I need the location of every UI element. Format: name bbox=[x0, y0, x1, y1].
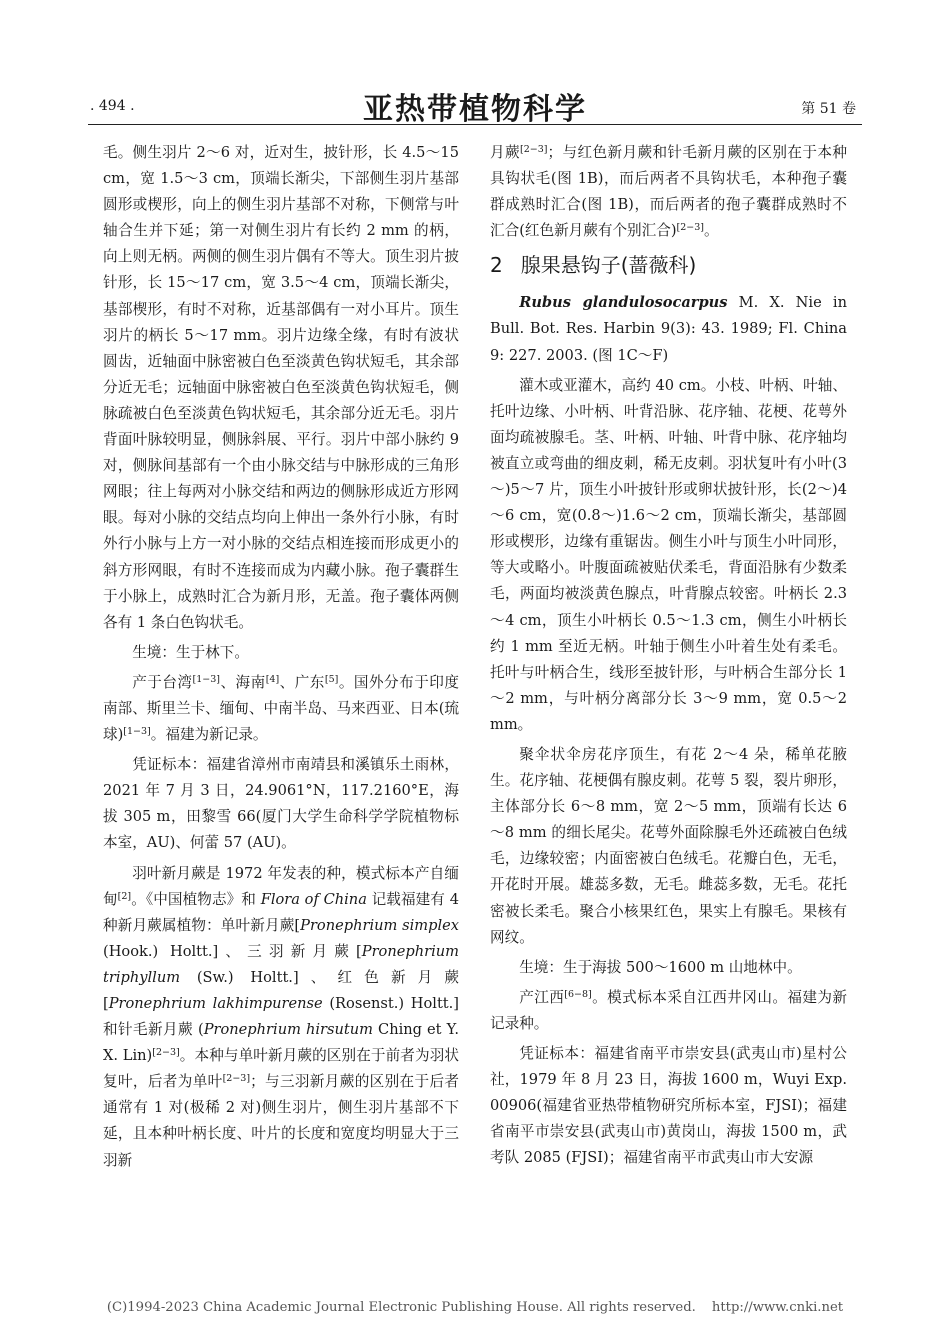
description-paragraph: 毛。侧生羽片 2～6 对，近对生，披针形，长 4.5～15 cm，宽 1.5～3 cm，顶端长渐尖，下部侧生羽片基部圆形或楔形，向上的侧生羽片基部不对称，下侧常与叶轴合生并下延；第一对侧生羽片有长约 2 mm 的柄，向上则无柄。两侧的侧生羽片偶有不等大。顶生羽片披针形，长 15～17 cm，宽 3.5～4 cm，顶端长渐尖，基部楔形，有时不对称，近基部偶有一对小耳片。顶生羽片的柄长 5～17 mm。羽片边缘全缘，有时有波状圆齿，近轴面中脉密被白色至淡黄色钩状短毛，其余部分近无毛；远轴面中脉密被白色至淡黄色钩状短毛，侧脉疏被白色至淡黄色钩状短毛，其余部分近无毛。羽片背面叶脉较明显，侧脉斜展、平行。羽片中部小脉约 9 对，侧脉间基部有一个由小脉交结与中脉形成的三角形网眼；往上每两对小脉交结和两边的侧脉形成近方形网眼。每对小脉的交结点均向上伸出一条外行小脉，有时外行小脉与上方一对小脉的交结点相连接而形成更小的斜方形网眼，有时不连接而成为内藏小脉。孢子囊群生于小脉上，成熟时汇合为新月形，无盖。孢子囊体两侧各有 1 条白色钩状毛。 bbox=[103, 144, 459, 631]
left-column bbox=[103, 140, 459, 1178]
copyright-footer bbox=[0, 1300, 950, 1315]
habitat-paragraph: 生境：生于海拔 500～1600 m 山地林中。 bbox=[519, 958, 802, 976]
header-rule bbox=[88, 124, 862, 125]
species-name: Rubus glandulosocarpus bbox=[519, 294, 728, 312]
discussion-paragraph: 羽叶新月蕨是 1972 年发表的种，模式标本产自缅甸[2]。《中国植物志》和 Flora of China 记载福建有 4 种新月蕨属植物：单叶新月蕨[Pronephrium simplex (Hook.) Holtt.]、三羽新月蕨[Pronephrium triphyllum (Sw.) Holtt.]、红色新月蕨[Pronephrium lakhimpurense (Rosenst.) Holtt.] 和针毛新月蕨 (Pronephrium hirsutum Ching et Y. X. Lin)[2−3]。本种与单叶新月蕨的区别在于前者为羽状复叶，后者为单叶[2−3]；与三羽新月蕨的区别在于后者通常有 1 对(极稀 2 对)侧生羽片，侧生羽片基部不下延，且本种叶柄长度、叶片的长度和宽度均明显大于三羽新 bbox=[103, 864, 460, 1169]
volume-label: 第 51 卷 bbox=[801, 101, 856, 117]
section-title: 腺果悬钩子(蔷薇科) bbox=[520, 253, 697, 278]
distribution-paragraph: 产江西[6−8]。模式标本采自江西井冈山。福建为新记录种。 bbox=[490, 988, 847, 1032]
copyright-text: (C)1994-2023 China Academic Journal Electronic Publishing House. All rights reserved. bbox=[106, 1300, 696, 1315]
specimen-paragraph: 凭证标本：福建省漳州市南靖县和溪镇乐土雨林，2021 年 7 月 3 日，24.9061°N，117.2160°E，海拔 305 m，田黎雪 66(厦门大学生命科学学院植物标本室，AU)、何蕾 57 (AU)。 bbox=[103, 756, 459, 852]
section-heading bbox=[490, 250, 847, 280]
page-number: . 494 . bbox=[90, 98, 135, 114]
flower-paragraph: 聚伞状伞房花序顶生，有花 2～4 朵，稀单花腋生。花序轴、花梗偶有腺皮刺。花萼 5 裂，裂片卵形，主体部分长 6～8 mm，宽 2～5 mm，顶端有长达 6～8 mm 的细长尾尖。花萼外面除腺毛外还疏被白色绒毛，边缘较密；内面密被白色绒毛。花瓣白色，无毛，开花时开展。雄蕊多数，无毛。雌蕊多数，无毛。花托密被长柔毛。聚合小核果红色，果实上有腺毛。果核有网纹。 bbox=[490, 745, 847, 946]
description-paragraph: 灌木或亚灌木，高约 40 cm。小枝、叶柄、叶轴、托叶边缘、小叶柄、叶背沿脉、花序轴、花梗、花萼外面均疏被腺毛。茎、叶柄、叶轴、叶背中脉、花序轴均被直立或弯曲的细皮刺，稀无皮刺。羽状复叶有小叶(3～)5～7 片，顶生小叶披针形或卵状披针形，长(2～)4～6 cm，宽(0.8～)1.6～2 cm，顶端长渐尖，基部圆形或楔形，边缘有重锯齿。侧生小叶与顶生小叶同形，等大或略小。叶腹面疏被贴伏柔毛，背面沿脉有少数柔毛，两面均被淡黄色腺点，叶背腺点较密。叶柄长 2.3～4 cm，顶生小叶柄长 0.5～1.3 cm，侧生小叶柄长约 1 mm 至近无柄。叶轴于侧生小叶着生处有柔毛。托叶与叶柄合生，线形至披针形，与叶柄合生部分长 1～2 mm，与叶柄分离部分长 3～9 mm，宽 0.5～2 mm。 bbox=[490, 376, 847, 733]
journal-title: 亚热带植物科学 bbox=[363, 92, 587, 127]
section-number: 2 bbox=[490, 253, 503, 278]
distribution-paragraph: 产于台湾[1−3]、海南[4]、广东[5]。国外分布于印度南部、斯里兰卡、缅甸、中南半岛、马来西亚、日本(琉球)[1−3]。福建为新记录。 bbox=[103, 673, 459, 744]
right-column bbox=[490, 140, 847, 1175]
habitat-paragraph: 生境：生于林下。 bbox=[132, 643, 249, 661]
citation-paragraph: Rubus glandulosocarpus M. X. Nie in Bull. Bot. Res. Harbin 9(3): 43. 1989; Fl. China 9: 227. 2003. (图 1C～F) bbox=[490, 294, 847, 364]
cnki-link[interactable]: http://www.cnki.net bbox=[711, 1300, 844, 1315]
discussion-continued: 月蕨[2−3]；与红色新月蕨和针毛新月蕨的区别在于本种具钩状毛(图 1B)，而后两者不具钩状毛，本种孢子囊群成熟时汇合(图 1B)，而后两者的孢子囊群成熟时不汇合(红色新月蕨有个别汇合)[2−3]。 bbox=[490, 144, 847, 240]
specimen-paragraph: 凭证标本：福建省南平市崇安县(武夷山市)星村公社，1979 年 8 月 23 日，海拔 1600 m，Wuyi Exp. 00906(福建省亚热带植物研究所标本室，FJSI)；福建省南平市崇安县(武夷山市)黄岗山，海拔 1500 m，武考队 2085 (FJSI)；福建省南平市武夷山市大安源 bbox=[490, 1045, 847, 1167]
page-header bbox=[88, 84, 862, 127]
